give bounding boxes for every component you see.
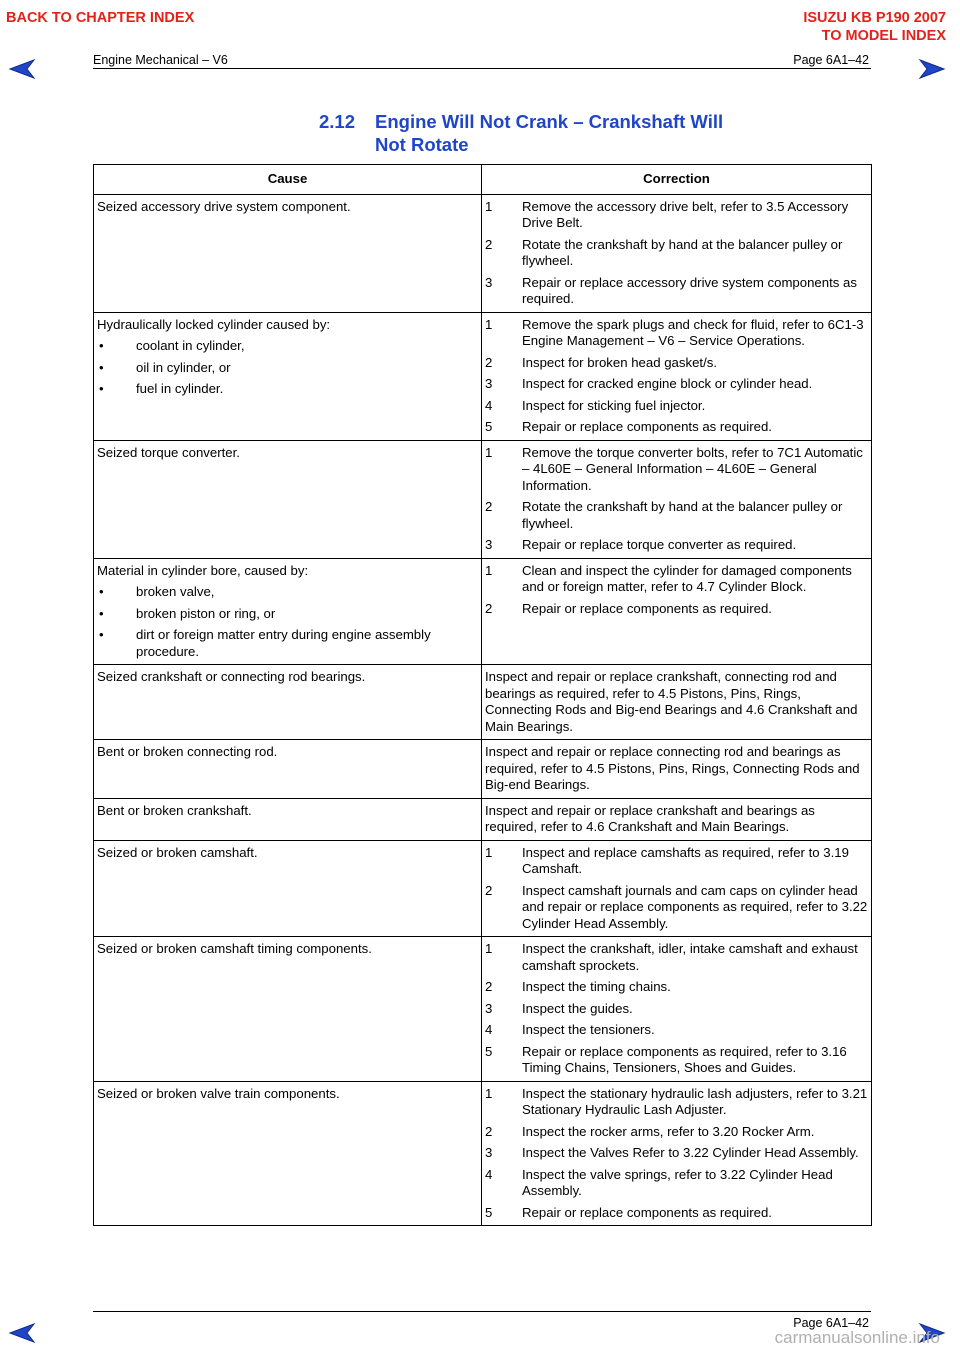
cause-cell	[94, 840, 482, 937]
correction-step	[485, 601, 868, 618]
step-text: Inspect the crankshaft, idler, intake camshaft and exhaust camshaft sprockets.	[522, 941, 858, 973]
cause-bullet-item	[97, 360, 478, 377]
correction-step	[485, 563, 868, 596]
cause-text: Bent or broken crankshaft.	[97, 802, 252, 818]
table-row	[94, 1081, 872, 1226]
step-number: 2	[485, 354, 493, 370]
cause-text: Seized or broken valve train components.	[97, 1085, 340, 1101]
correction-cell	[482, 740, 872, 799]
correction-cell	[482, 1081, 872, 1226]
step-text: Repair or replace components as required.	[522, 419, 772, 434]
step-text: Remove the spark plugs and check for fluid, refer to 6C1-3 Engine Management – V6 – Service Operations.	[522, 316, 864, 348]
table-row	[94, 937, 872, 1082]
step-number: 1	[485, 562, 493, 578]
correction-text: Inspect and repair or replace crankshaft, connecting rod and bearings as required, refer to 4.5 Pistons, Pins, Rings, Connecting Rods and Big-end Bearings and 4.6 Crankshaft and Main Bearings.	[485, 669, 858, 734]
table-row	[94, 558, 872, 665]
correction-cell	[482, 665, 872, 740]
correction-step	[485, 1167, 868, 1200]
step-number: 4	[485, 1022, 493, 1037]
table-row	[94, 840, 872, 937]
step-text: Remove the accessory drive belt, refer to 3.5 Accessory Drive Belt.	[522, 198, 849, 230]
step-number: 1	[485, 198, 493, 214]
step-number: 2	[485, 1123, 493, 1139]
previous-page-arrow-icon[interactable]	[8, 58, 36, 80]
correction-step	[485, 199, 868, 232]
step-text: Inspect the timing chains.	[522, 979, 671, 994]
step-number: 2	[485, 882, 493, 898]
correction-step	[485, 355, 868, 372]
cause-cell	[94, 740, 482, 799]
footer-rule	[93, 1311, 871, 1312]
header-rule	[93, 68, 871, 69]
bullet-text: coolant in cylinder,	[136, 338, 245, 353]
cause-cell	[94, 798, 482, 840]
bullet-icon: •	[99, 605, 104, 621]
correction-step	[485, 275, 868, 308]
cause-text: Bent or broken connecting rod.	[97, 744, 278, 759]
correction-step	[485, 376, 868, 393]
bullet-text: broken piston or ring, or	[136, 605, 276, 621]
step-number: 3	[485, 1145, 493, 1160]
correction-step	[485, 419, 868, 436]
cause-correction-table	[93, 164, 872, 1226]
step-number: 2	[485, 499, 493, 514]
step-text: Inspect for cracked engine block or cylinder head.	[522, 376, 813, 391]
cause-bullet-item	[97, 338, 478, 355]
correction-step	[485, 1086, 868, 1119]
cause-cell	[94, 937, 482, 1082]
cause-bullet-item	[97, 381, 478, 398]
step-text: Clean and inspect the cylinder for damaged components and or foreign matter, refer to 4.7 Cylinder Block.	[522, 562, 852, 594]
bullet-icon: •	[99, 584, 104, 599]
correction-cell	[482, 194, 872, 312]
step-text: Repair or replace components as required.	[522, 600, 772, 616]
step-number: 3	[485, 274, 493, 290]
correction-cell	[482, 558, 872, 665]
step-text: Repair or replace components as required, refer to 3.16 Timing Chains, Tensioners, Shoes and Guides.	[522, 1043, 847, 1075]
correction-step	[485, 883, 868, 933]
table-row	[94, 194, 872, 312]
correction-step	[485, 445, 868, 495]
step-number: 2	[485, 236, 493, 252]
back-to-chapter-index-link[interactable]: BACK TO CHAPTER INDEX	[6, 10, 195, 26]
table-row	[94, 798, 872, 840]
correction-step	[485, 941, 868, 974]
correction-step	[485, 1145, 868, 1162]
step-text: Inspect the Valves Refer to 3.22 Cylinder Head Assembly.	[522, 1145, 859, 1160]
cause-text: Material in cylinder bore, caused by:	[97, 562, 309, 578]
step-number: 1	[485, 941, 493, 956]
correction-step	[485, 1044, 868, 1077]
cause-cell	[94, 312, 482, 440]
correction-step	[485, 1001, 868, 1018]
step-number: 2	[485, 600, 493, 616]
cause-cell	[94, 665, 482, 740]
correction-step	[485, 398, 868, 415]
correction-step	[485, 1205, 868, 1222]
correction-cell	[482, 798, 872, 840]
table-row	[94, 665, 872, 740]
correction-cell	[482, 312, 872, 440]
step-text: Inspect the stationary hydraulic lash adjusters, refer to 3.21 Stationary Hydraulic Lash Adjuster.	[522, 1085, 868, 1117]
bullet-text: oil in cylinder, or	[136, 359, 231, 375]
cause-cell	[94, 1081, 482, 1226]
section-number: 2.12	[319, 111, 356, 132]
cause-text: Seized or broken camshaft timing components.	[97, 941, 372, 956]
step-text: Inspect camshaft journals and cam caps on cylinder head and repair or replace components as required, refer to 3.22 Cylinder Head Assembly.	[522, 882, 868, 931]
step-number: 1	[485, 1085, 493, 1101]
correction-step	[485, 237, 868, 270]
table-row	[94, 312, 872, 440]
bullet-text: dirt or foreign matter entry during engine assembly procedure.	[136, 627, 431, 659]
step-number: 3	[485, 376, 493, 391]
bullet-icon: •	[99, 338, 104, 353]
step-number: 5	[485, 1043, 493, 1059]
correction-step	[485, 845, 868, 878]
previous-page-arrow-icon[interactable]	[8, 1322, 36, 1344]
cause-text: Seized or broken camshaft.	[97, 844, 258, 860]
step-number: 1	[485, 316, 493, 332]
cause-column-header: Cause	[94, 165, 482, 195]
step-number: 1	[485, 444, 493, 460]
bullet-icon: •	[99, 359, 104, 375]
step-text: Inspect and replace camshafts as required, refer to 3.19 Camshaft.	[522, 844, 849, 876]
table-row	[94, 740, 872, 799]
correction-step	[485, 537, 868, 554]
header-section-title: Engine Mechanical – V6	[93, 53, 228, 67]
correction-step	[485, 1022, 868, 1039]
step-text: Repair or replace components as required.	[522, 1204, 772, 1220]
table-row	[94, 440, 872, 558]
step-number: 3	[485, 537, 493, 552]
step-number: 5	[485, 419, 493, 434]
bullet-icon: •	[99, 381, 104, 396]
to-model-index-link[interactable]: TO MODEL INDEX	[821, 28, 946, 44]
step-text: Inspect for broken head gasket/s.	[522, 354, 717, 370]
correction-step	[485, 317, 868, 350]
header-page-number: Page 6A1–42	[793, 53, 869, 67]
step-text: Inspect the tensioners.	[522, 1022, 655, 1037]
cause-bullet-item	[97, 584, 478, 601]
step-number: 2	[485, 979, 493, 994]
correction-cell	[482, 440, 872, 558]
section-title-line2: Not Rotate	[375, 134, 469, 155]
step-number: 4	[485, 397, 493, 413]
cause-text: Seized torque converter.	[97, 444, 240, 460]
model-title-link[interactable]: ISUZU KB P190 2007	[803, 10, 946, 26]
cause-text: Seized accessory drive system component.	[97, 198, 351, 214]
correction-column-header: Correction	[482, 165, 872, 195]
correction-cell	[482, 840, 872, 937]
correction-step	[485, 979, 868, 996]
step-text: Repair or replace torque converter as required.	[522, 537, 797, 552]
correction-step	[485, 1124, 868, 1141]
step-number: 3	[485, 1000, 493, 1016]
correction-cell	[482, 937, 872, 1082]
cause-bullet-item	[97, 606, 478, 623]
step-text: Inspect the guides.	[522, 1000, 633, 1016]
step-text: Repair or replace accessory drive system components as required.	[522, 274, 857, 306]
footer-page-number: Page 6A1–42	[793, 1316, 869, 1330]
bullet-text: fuel in cylinder.	[136, 381, 224, 396]
step-number: 5	[485, 1204, 493, 1220]
section-title	[319, 110, 723, 156]
step-text: Inspect the valve springs, refer to 3.22 Cylinder Head Assembly.	[522, 1166, 833, 1198]
cause-text: Seized crankshaft or connecting rod bearings.	[97, 669, 366, 684]
cause-cell	[94, 194, 482, 312]
step-text: Rotate the crankshaft by hand at the balancer pulley or flywheel.	[522, 236, 843, 268]
correction-step	[485, 499, 868, 532]
step-text: Remove the torque converter bolts, refer to 7C1 Automatic – 4L60E – General Information – 4L60E – General Information.	[522, 444, 863, 493]
correction-text: Inspect and repair or replace connecting rod and bearings as required, refer to 4.5 Pistons, Pins, Rings, Connecting Rods and Big-end Bearings.	[485, 744, 860, 792]
correction-text: Inspect and repair or replace crankshaft and bearings as required, refer to 4.6 Crankshaft and Main Bearings.	[485, 802, 815, 834]
cause-cell	[94, 440, 482, 558]
step-number: 1	[485, 844, 493, 860]
cause-bullet-item	[97, 627, 478, 660]
bullet-text: broken valve,	[136, 584, 215, 599]
bullet-icon: •	[99, 627, 104, 642]
section-title-line1: Engine Will Not Crank – Crankshaft Will	[375, 111, 724, 132]
cause-text: Hydraulically locked cylinder caused by:	[97, 316, 331, 332]
step-text: Inspect for sticking fuel injector.	[522, 397, 706, 413]
watermark: carmanualsonline.info	[774, 1328, 940, 1347]
step-text: Rotate the crankshaft by hand at the balancer pulley or flywheel.	[522, 499, 843, 531]
step-number: 4	[485, 1166, 493, 1182]
cause-cell	[94, 558, 482, 665]
next-page-arrow-icon[interactable]	[918, 58, 946, 80]
step-text: Inspect the rocker arms, refer to 3.20 Rocker Arm.	[522, 1123, 815, 1139]
